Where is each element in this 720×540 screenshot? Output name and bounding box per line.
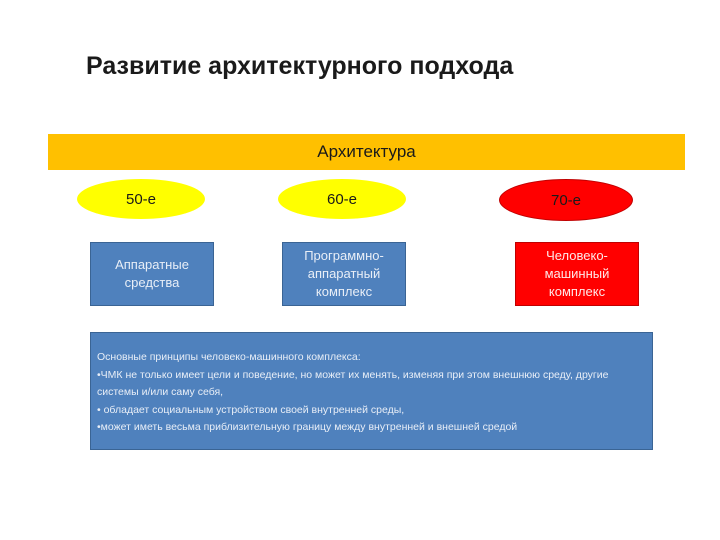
era-label-60s: 60-е [326,190,358,208]
era-oval-50s [77,179,205,219]
principles-box [90,332,653,450]
principle-item: •может иметь весьма приблизительную границу между внутренней и внешней средой [97,421,518,433]
era-label-50s: 50-е [125,190,157,208]
era-box-human-machine-label: Человеко- машинный комплекс [544,248,610,299]
principles-heading: Основные принципы человеко-машинного комплекса: [97,351,361,363]
principle-item: • обладает социальным устройством своей внутренней среды, [97,403,405,416]
architecture-banner [48,134,685,170]
era-label-70s: 70-е [550,191,582,209]
era-oval-70s [499,179,633,221]
era-oval-60s [278,179,406,219]
slide-title: Развитие архитектурного подхода [86,52,514,80]
era-box-human-machine [515,242,639,306]
era-box-software-hardware-label: Программно- аппаратный комплекс [304,248,384,299]
era-box-software-hardware [282,242,406,306]
principle-item: •ЧМК не только имеет цели и поведение, но может их менять, изменяя при этом внешнюю среду, другие системы и/или саму себя, [97,368,609,398]
architecture-banner-label: Архитектура [317,142,416,161]
era-box-hardware [90,242,214,306]
era-box-hardware-label: Аппаратные средства [115,257,189,290]
